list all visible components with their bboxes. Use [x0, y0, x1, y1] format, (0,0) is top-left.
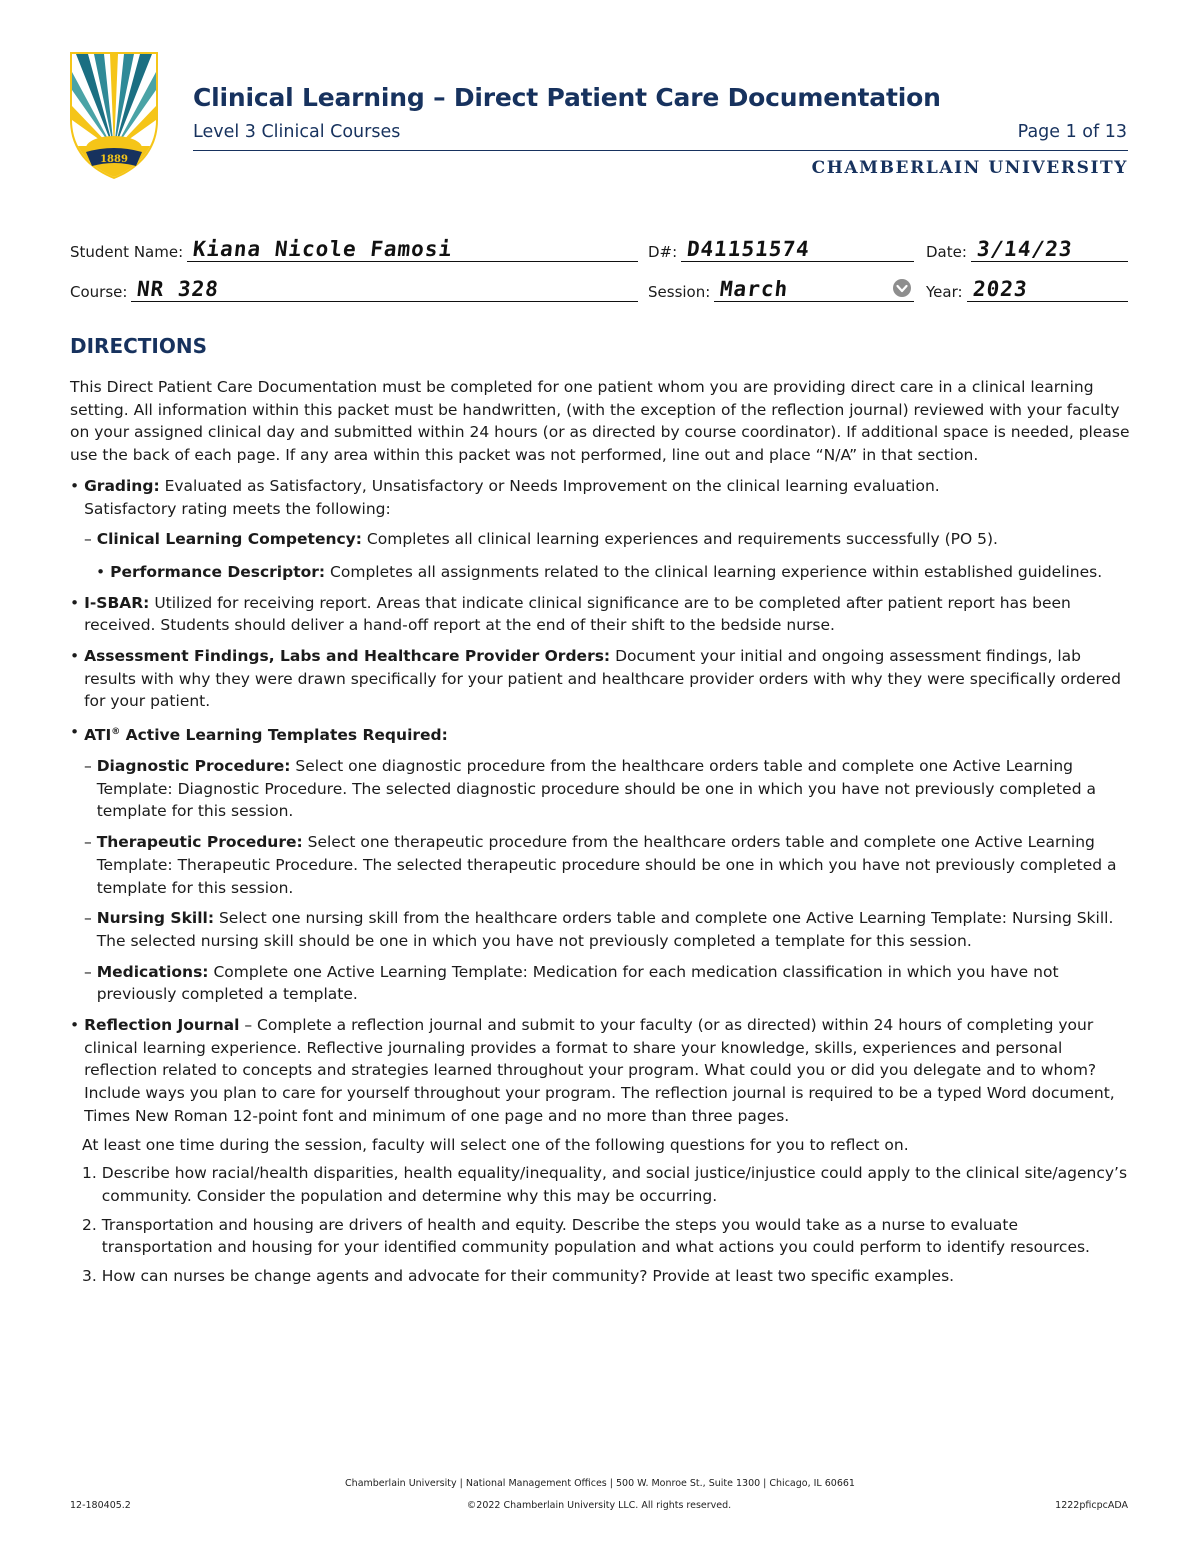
session-value[interactable]: March: [719, 277, 790, 301]
document-subtitle: Level 3 Clinical Courses: [193, 122, 401, 142]
date-field[interactable]: [926, 230, 1128, 262]
footer-address: Chamberlain University | National Management Offices | 500 W. Monroe St., Suite 1300 | Chicago, IL 60661: [345, 1478, 855, 1489]
medications-text: Complete one Active Learning Template: Medication for each medication classification in which you have not previously completed a template.: [96, 962, 1059, 1004]
medications-label: Medications:: [96, 962, 209, 981]
therapeutic-label: Therapeutic Procedure:: [96, 833, 303, 852]
question-3: 3. How can nurses be change agents and advocate for their community? Provide at least two specific examples.: [70, 1265, 1132, 1288]
grading-text-2: Satisfactory rating meets the following:: [84, 499, 391, 518]
descriptor-item: • Performance Descriptor: Completes all assignments related to the clinical learning experience within established guidelines.: [96, 562, 1103, 581]
therapeutic-text: Select one therapeutic procedure from the healthcare orders table and complete one Active Learning Template: Therapeutic Procedure. The selected therapeutic procedure should be one in which you have not previously completed a template for this session.: [96, 833, 1117, 897]
medications-item: – Medications: Complete one Active Learning Template: Medication for each medication classification in which you have not previously completed a template.: [84, 962, 1059, 1004]
diagnostic-item: – Diagnostic Procedure: Select one diagnostic procedure from the healthcare orders table and complete one Active Learning Template: Diagnostic Procedure. The selected diagnostic procedure should be one in which you have not previously completed a template for this session.: [84, 757, 1096, 821]
footer-row: [70, 1500, 1128, 1514]
year-value[interactable]: 2023: [971, 277, 1029, 301]
ati-label-2: Active Learning Templates Required:: [120, 726, 448, 745]
grading-text: Evaluated as Satisfactory, Unsatisfactory or Needs Improvement on the clinical learning evaluation.: [159, 476, 940, 495]
therapeutic-item: – Therapeutic Procedure: Select one therapeutic procedure from the healthcare orders table and complete one Active Learning Template: Therapeutic Procedure. The selected therapeutic procedure should be one in which you have not previously completed a template for this session.: [84, 833, 1117, 897]
course-label: Course:: [70, 283, 128, 301]
reflection-label: Reflection Journal: [84, 1016, 240, 1035]
descriptor-text: Completes all assignments related to the clinical learning experience within established guidelines.: [325, 562, 1103, 581]
nursing-skill-text: Select one nursing skill from the healthcare orders table and complete one Active Learning Template: Nursing Skill. The selected nursing skill should be one in which you have not previously completed a template for this session.: [96, 909, 1114, 950]
university-wordmark: CHAMBERLAIN UNIVERSITY: [811, 158, 1128, 178]
reflection-text: – Complete a reflection journal and submit to your faculty (or as directed) within 24 hours of completing your clinical learning experience. Reflective journaling provides a format to share your knowledge, skills, experiences and personal reflection related to concepts and strategies learned throughout your program. What could you or did you delegate and to whom? Include ways you plan to care for yourself throughout your program. The reflection journal is required to be a typed Word document, Times New Roman 12-point font and minimum of one page and no more than three pages.: [84, 1016, 1115, 1125]
date-value[interactable]: 3/14/23: [975, 237, 1074, 261]
header-divider: [193, 150, 1128, 151]
diagnostic-text: Select one diagnostic procedure from the healthcare orders table and complete one Active Learning Template: Diagnostic Procedure. The selected diagnostic procedure should be one in which you have not previously completed a template for this session.: [96, 757, 1096, 821]
descriptor-label: Performance Descriptor:: [110, 562, 326, 581]
ati-item: • ATI® Active Learning Templates Required:: [70, 723, 448, 745]
chevron-down-icon[interactable]: [892, 278, 912, 298]
nursing-skill-label: Nursing Skill:: [96, 909, 215, 928]
assessment-text: Document your initial and ongoing assessment findings, lab results with why they were drawn specifically for your patient and healthcare provider orders with why they were specifically ordered for your patient.: [84, 647, 1121, 711]
footer-form-number: 12-180405.2: [70, 1500, 131, 1511]
grading-label: Grading:: [84, 476, 160, 495]
student-name-label: Student Name:: [70, 243, 184, 261]
competency-text: Completes all clinical learning experiences and requirements successfully (PO 5).: [362, 530, 998, 549]
question-2: 2. Transportation and housing are drivers of health and equity. Describe the steps you would take as a nurse to evaluate transportation and housing for your identified community population and what actions you could perform to identify resources.: [70, 1214, 1132, 1259]
ati-registered: ®: [111, 727, 121, 738]
assessment-label: Assessment Findings, Labs and Healthcare Provider Orders:: [84, 647, 611, 666]
student-name-field[interactable]: [70, 230, 638, 262]
question-1-text: Describe how racial/health disparities, health equality/inequality, and social justice/injustice could apply to the clinical site/agency’s community. Consider the population and determine why this may be occurring.: [101, 1164, 1128, 1205]
page-number: Page 1 of 13: [1017, 122, 1127, 142]
reflection-item: • Reflection Journal – Complete a reflection journal and submit to your faculty (or as directed) within 24 hours of completing your clinical learning experience. Reflective journaling provides a format to share your knowledge, skills, experiences and personal reflection related to concepts and strategies learned throughout your program. What could you or did you delegate and to whom? Include ways you plan to care for yourself throughout your program. The reflection journal is required to be a typed Word document, Times New Roman 12-point font and minimum of one page and no more than three pages.: [70, 1016, 1115, 1125]
competency-label: Clinical Learning Competency:: [96, 530, 362, 549]
question-1: 1. Describe how racial/health disparities, health equality/inequality, and social justice/injustice could apply to the clinical site/agency’s community. Consider the population and determine why this may be occurring.: [70, 1162, 1132, 1207]
form-row-1: [70, 230, 1128, 262]
directions-intro: This Direct Patient Care Documentation must be completed for one patient whom you are providing direct care in a clinical learning setting. All information within this packet must be handwritten, (with the exception of the reflection journal) reviewed with your faculty on your assigned clinical day and submitted within 24 hours (or as directed by course coordinator). If additional space is needed, please use the back of each page. If any area within this packet was not performed, line out and place “N/A” in that section.: [70, 378, 1130, 465]
session-field[interactable]: [648, 270, 914, 302]
year-field[interactable]: [926, 270, 1128, 302]
reflection-prompt: At least one time during the session, faculty will select one of the following questions for you to reflect on.: [82, 1135, 909, 1154]
document-title: Clinical Learning – Direct Patient Care Documentation: [193, 83, 941, 112]
logo-year: 1889: [100, 154, 128, 165]
isbar-text: Utilized for receiving report. Areas that indicate clinical significance are to be completed after patient report has been received. Students should deliver a hand-off report at the end of their shift to the bedside nurse.: [84, 593, 1071, 635]
directions-heading: DIRECTIONS: [70, 334, 208, 358]
form-row-2: [70, 270, 1128, 302]
nursing-skill-item: – Nursing Skill: Select one nursing skill from the healthcare orders table and complete one Active Learning Template: Nursing Skill. The selected nursing skill should be one in which you have not previously completed a template for this session.: [84, 909, 1114, 950]
year-label: Year:: [926, 283, 963, 301]
footer-copyright: ©2022 Chamberlain University LLC. All rights reserved.: [466, 1500, 732, 1511]
directions-body: [70, 376, 1132, 1288]
assessment-item: • Assessment Findings, Labs and Healthcare Provider Orders: Document your initial and ongoing assessment findings, lab results with why they were drawn specifically for your patient and healthcare provider orders with why they were specifically ordered for your patient.: [70, 647, 1121, 711]
competency-item: – Clinical Learning Competency: Completes all clinical learning experiences and requirements successfully (PO 5).: [84, 530, 998, 549]
isbar-item: • I-SBAR: Utilized for receiving report. Areas that indicate clinical significance are to be completed after patient report has been received. Students should deliver a hand-off report at the end of their shift to the bedside nurse.: [70, 593, 1071, 635]
course-value[interactable]: NR 328: [136, 277, 221, 301]
ati-label: ATI: [84, 726, 112, 745]
question-2-text: Transportation and housing are drivers of health and equity. Describe the steps you would take as a nurse to evaluate transportation and housing for your identified community population and what actions you could perform to identify resources.: [101, 1215, 1090, 1257]
grading-item: • Grading: Evaluated as Satisfactory, Unsatisfactory or Needs Improvement on the clinical learning evaluation. Satisfactory rating meets the following:: [70, 476, 940, 518]
date-label: Date:: [926, 243, 967, 261]
session-label: Session:: [648, 283, 711, 301]
student-name-value[interactable]: Kiana Nicole Famosi: [191, 237, 454, 261]
isbar-label: I-SBAR:: [84, 593, 150, 612]
d-number-value[interactable]: D41151574: [685, 237, 812, 261]
question-3-text: How can nurses be change agents and advocate for their community? Provide at least two specific examples.: [101, 1267, 955, 1286]
course-field[interactable]: [70, 270, 638, 302]
diagnostic-label: Diagnostic Procedure:: [96, 757, 291, 775]
footer-code: 1222pficpcADA: [1055, 1500, 1128, 1511]
university-logo: [66, 50, 162, 180]
d-number-field[interactable]: [648, 230, 914, 262]
d-number-label: D#:: [648, 243, 678, 261]
